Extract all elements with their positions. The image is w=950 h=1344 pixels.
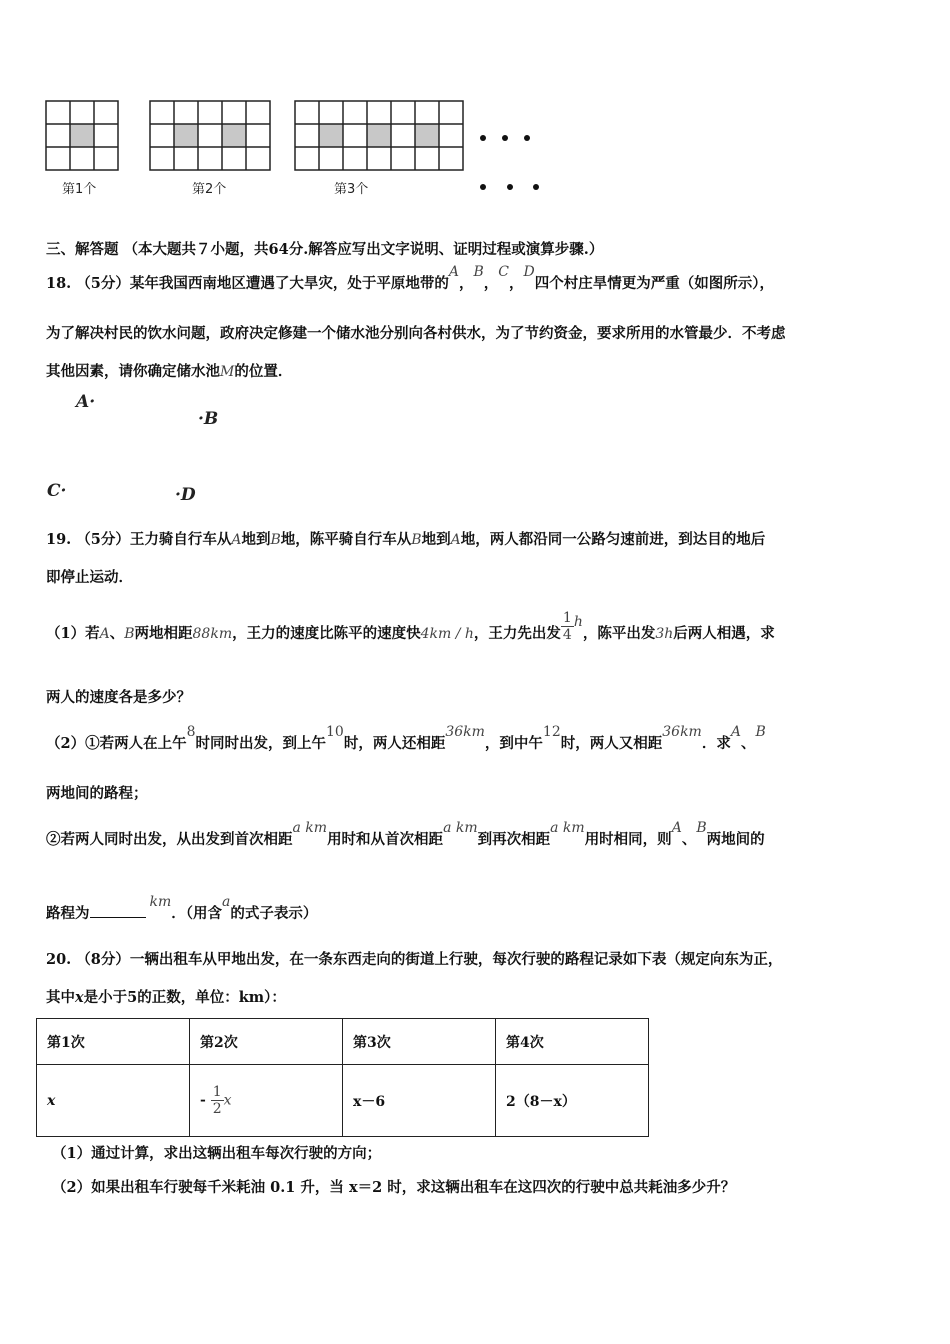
unit-km: km xyxy=(149,894,172,910)
q19-text: 两地相距 xyxy=(134,625,193,642)
trip-table xyxy=(36,1018,649,1137)
comma: ， xyxy=(509,275,524,292)
q19-text: ，王力的速度比陈平的速度快 xyxy=(232,625,421,642)
distance-36km: 36km xyxy=(445,724,485,740)
point-c: C· xyxy=(47,481,67,501)
q19-text: 地，陈平骑自行车从 xyxy=(280,531,412,548)
pattern-grid-2 xyxy=(150,101,270,170)
cell-x-minus-6: x－6 xyxy=(353,1093,386,1110)
distance-88km: 88km xyxy=(192,626,233,642)
q20-sub2: （2）如果出租车行驶每千米耗油 0.1 升，当 x＝2 时，求这辆出租车在这四次的行驶中总共耗油多少升？ xyxy=(52,1179,736,1196)
q18-line1 xyxy=(46,264,774,293)
unit-h: h xyxy=(573,614,583,630)
fraction-quarter xyxy=(561,610,574,643)
section-heading: 三、解答题 （本大题共７小题，共64分.解答应写出文字说明、证明过程或演算步骤.） xyxy=(46,241,604,258)
table-header-cell: 第2次 xyxy=(190,1019,343,1065)
ellipsis-dot xyxy=(502,135,508,141)
q19-part1-line2: 两人的速度各是多少？ xyxy=(46,689,191,706)
q19-text: ②若两人同时出发，从出发到首次相距 xyxy=(46,831,293,848)
q19-text: 两地间的 xyxy=(706,831,765,848)
var-a: A xyxy=(671,820,682,836)
fraction-numerator: 1 xyxy=(562,609,572,626)
q19-text: 的式子表示） xyxy=(230,905,318,922)
caption-3: 第3个 xyxy=(334,182,369,197)
var-a: A xyxy=(448,264,459,280)
var-d: D xyxy=(523,264,535,280)
distance-36km: 36km xyxy=(662,724,702,740)
table-header-cell: 第3次 xyxy=(343,1019,496,1065)
q19-text: ，王力先出发 xyxy=(473,625,561,642)
var-b: B xyxy=(411,532,422,548)
separator: 、 xyxy=(681,831,697,848)
table-header-row xyxy=(37,1019,649,1065)
q19-text: 用时相同，则 xyxy=(584,831,672,848)
separator: 、 xyxy=(109,625,125,642)
var-a: A xyxy=(99,626,110,642)
q19-text: （2）①若两人在上午 xyxy=(46,735,187,752)
q19-line2: 即停止运动． xyxy=(46,569,133,586)
table-cell xyxy=(37,1065,190,1137)
var-c: C xyxy=(498,264,510,280)
answer-blank[interactable] xyxy=(90,905,146,918)
ellipsis-dot xyxy=(533,184,539,190)
pattern-grid-3 xyxy=(295,101,463,170)
q19-text: 时同时出发，到上午 xyxy=(195,735,327,752)
q19-text: 后两人相遇，求 xyxy=(673,625,775,642)
q20-line2 xyxy=(46,986,286,1007)
q19-line1 xyxy=(46,528,765,549)
time-10: 10 xyxy=(326,724,344,740)
q19-text: ．（用含 xyxy=(171,905,223,922)
q18-line3 xyxy=(46,360,292,381)
table-header-cell: 第1次 xyxy=(37,1019,190,1065)
point-a: A· xyxy=(76,392,96,412)
caption-2: 第2个 xyxy=(192,182,227,197)
q20-text: 其中 xyxy=(46,989,75,1006)
ellipsis-dot xyxy=(480,135,486,141)
fraction-denominator: 2 xyxy=(212,1101,222,1117)
var-b: B xyxy=(755,724,766,740)
q19-text: ，到中午 xyxy=(484,735,543,752)
q19-text: 地到 xyxy=(421,531,451,548)
var-x: x xyxy=(75,989,84,1006)
point-d: ·D xyxy=(175,485,196,505)
var-b: B xyxy=(124,626,135,642)
q19-part3 xyxy=(46,820,765,849)
q18-line1-prefix: 18. （5分）某年我国西南地区遭遇了大旱灾，处于平原地带的 xyxy=(46,275,449,292)
ellipsis-dot xyxy=(507,184,513,190)
var-b: B xyxy=(270,532,281,548)
q20-text: 是小于5的正数，单位：km）： xyxy=(83,989,286,1006)
table-row xyxy=(37,1065,649,1137)
var-a: A xyxy=(231,532,242,548)
speed-4kmh: 4km / h xyxy=(420,626,474,642)
q18-line2: 为了解决村民的饮水问题，政府决定修建一个储水池分别向各村供水，为了节约资金，要求所用的水管最少．不考虑 xyxy=(46,325,786,342)
q19-text: 时，两人还相距 xyxy=(343,735,446,752)
point-c-label: C xyxy=(47,481,61,501)
distance-a-km: a km xyxy=(292,820,328,836)
caption-1: 第1个 xyxy=(62,182,97,197)
point-a-label: A xyxy=(76,392,90,412)
fraction-denominator: 4 xyxy=(562,626,572,643)
minus-sign: - xyxy=(200,1092,206,1109)
q19-text: 地，两人都沿同一公路匀速前进，到达目的地后 xyxy=(460,531,766,548)
separator: 、 xyxy=(740,735,756,752)
table-cell xyxy=(343,1065,496,1137)
var-b: B xyxy=(473,264,484,280)
table-cell xyxy=(496,1065,649,1137)
q19-part1 xyxy=(46,600,775,668)
q19-text: 到再次相距 xyxy=(477,831,551,848)
ellipsis-dot xyxy=(480,184,486,190)
var-b: B xyxy=(696,820,707,836)
q19-text: 用时和从首次相距 xyxy=(327,831,444,848)
q19-part2-line2: 两地间的路程； xyxy=(46,785,148,802)
var-a: A xyxy=(450,532,461,548)
point-b: ·B xyxy=(198,409,219,429)
table-header-cell: 第4次 xyxy=(496,1019,649,1065)
q19-part2 xyxy=(46,724,766,753)
distance-a-km: a km xyxy=(550,820,585,836)
var-a-small: a xyxy=(222,894,231,910)
time-12: 12 xyxy=(542,724,561,740)
fraction-half xyxy=(211,1084,224,1117)
distance-a-km: a km xyxy=(443,820,478,836)
q19-part3-line2 xyxy=(46,894,318,923)
cell-x: x xyxy=(47,1092,56,1109)
q19-text: ，陈平出发 xyxy=(582,625,656,642)
time-3h: 3h xyxy=(655,626,674,642)
ellipsis-dot xyxy=(524,135,530,141)
cell-x: x xyxy=(223,1092,232,1109)
table-cell xyxy=(190,1065,343,1137)
var-m: M xyxy=(220,364,235,380)
point-d-label: D xyxy=(180,485,196,505)
q20-line1: 20. （8分）一辆出租车从甲地出发，在一条东西走向的街道上行驶，每次行驶的路程记录如下表（规定向东为正， xyxy=(46,951,783,968)
time-8: 8 xyxy=(186,724,196,740)
q18-line3-suffix: 的位置． xyxy=(234,363,293,380)
cell-2-8-minus-x: 2（8－x） xyxy=(506,1093,576,1110)
q20-sub1: （1）通过计算，求出这辆出租车每次行驶的方向； xyxy=(52,1145,382,1162)
q19-text: ．求 xyxy=(701,735,731,752)
comma: ， xyxy=(459,275,474,292)
q18-line3-prefix: 其他因素，请你确定储水池 xyxy=(46,363,220,380)
q19-text: 路程为 xyxy=(46,905,90,922)
fraction-numerator: 1 xyxy=(212,1084,222,1100)
q19-text: （1）若 xyxy=(46,625,100,642)
q18-line1-suffix: 四个村庄旱情更为严重（如图所示）， xyxy=(534,275,774,292)
q19-text: 19. （5分）王力骑自行车从 xyxy=(46,531,232,548)
point-b-label: B xyxy=(203,409,219,429)
comma: ， xyxy=(483,275,499,292)
var-a: A xyxy=(730,724,741,740)
q19-text: 地到 xyxy=(241,531,271,548)
pattern-grid-1 xyxy=(46,101,118,170)
q19-text: 时，两人又相距 xyxy=(560,735,663,752)
